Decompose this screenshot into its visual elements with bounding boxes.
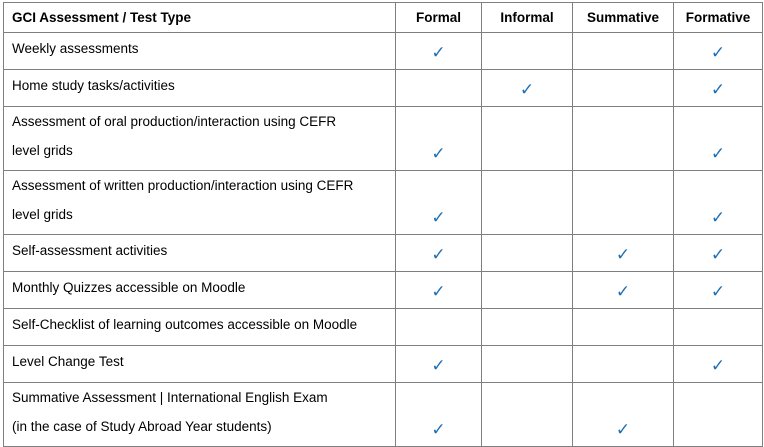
checkmark-icon: ✓ <box>615 245 631 265</box>
assessment-table <box>3 2 763 447</box>
row-label-line: Summative Assessment | International English Exam <box>12 390 328 405</box>
table-row <box>4 107 763 171</box>
row-label-line: Assessment of oral production/interaction using CEFR <box>12 114 337 129</box>
table-row <box>4 70 763 107</box>
header-formal: Formal <box>396 3 482 33</box>
header-summative: Summative <box>573 3 674 33</box>
cell-summative <box>573 171 674 235</box>
table-body <box>4 33 763 447</box>
table-row <box>4 33 763 70</box>
checkmark-icon: ✓ <box>519 80 535 100</box>
cell-formal <box>396 235 482 272</box>
cell-formative <box>674 107 763 171</box>
cell-formative <box>674 383 763 447</box>
table-row <box>4 309 763 346</box>
cell-formal <box>396 33 482 70</box>
cell-summative <box>573 346 674 383</box>
cell-informal <box>482 70 573 107</box>
cell-informal <box>482 107 573 171</box>
checkmark-icon: ✓ <box>431 43 446 63</box>
cell-informal <box>482 171 573 235</box>
row-label <box>4 272 396 309</box>
cell-informal <box>482 309 573 346</box>
cell-formative <box>674 272 763 309</box>
row-label <box>4 70 396 107</box>
cell-summative <box>573 70 674 107</box>
row-label <box>4 33 396 70</box>
checkmark-icon: ✓ <box>710 144 726 164</box>
assessment-table-container <box>3 2 763 447</box>
cell-formative <box>674 309 763 346</box>
row-label-line: Assessment of written production/interaction using CEFR <box>12 178 354 193</box>
row-label-line: Level Change Test <box>12 354 124 369</box>
row-label <box>4 171 396 235</box>
header-informal: Informal <box>482 3 573 33</box>
checkmark-icon: ✓ <box>710 43 726 63</box>
row-label-line: Self-Checklist of learning outcomes accessible on Moodle <box>12 317 358 332</box>
checkmark-icon: ✓ <box>710 282 726 302</box>
table-row <box>4 171 763 235</box>
row-label-line: Monthly Quizzes accessible on Moodle <box>12 280 246 295</box>
cell-formative <box>674 235 763 272</box>
row-label <box>4 346 396 383</box>
cell-formal <box>396 70 482 107</box>
cell-informal <box>482 383 573 447</box>
row-label-line: level grids <box>12 207 73 222</box>
cell-formative <box>674 346 763 383</box>
row-label <box>4 235 396 272</box>
cell-formal <box>396 309 482 346</box>
cell-formative <box>674 70 763 107</box>
checkmark-icon: ✓ <box>431 245 446 265</box>
checkmark-icon: ✓ <box>615 282 631 302</box>
row-label <box>4 309 396 346</box>
checkmark-icon: ✓ <box>431 420 446 440</box>
cell-informal <box>482 33 573 70</box>
cell-formal <box>396 171 482 235</box>
header-formative: Formative <box>674 3 763 33</box>
cell-formative <box>674 171 763 235</box>
cell-informal <box>482 346 573 383</box>
checkmark-icon: ✓ <box>710 356 726 376</box>
cell-summative <box>573 309 674 346</box>
cell-summative <box>573 383 674 447</box>
row-label <box>4 383 396 447</box>
cell-informal <box>482 235 573 272</box>
table-row <box>4 383 763 447</box>
cell-formal <box>396 272 482 309</box>
row-label-line: Self-assessment activities <box>12 243 168 258</box>
checkmark-icon: ✓ <box>431 208 446 228</box>
cell-formative <box>674 33 763 70</box>
table-row <box>4 272 763 309</box>
header-assessment-type: GCI Assessment / Test Type <box>4 3 396 33</box>
cell-summative <box>573 235 674 272</box>
cell-informal <box>482 272 573 309</box>
checkmark-icon: ✓ <box>431 144 446 164</box>
checkmark-icon: ✓ <box>710 80 726 100</box>
checkmark-icon: ✓ <box>615 420 631 440</box>
checkmark-icon: ✓ <box>431 282 446 302</box>
cell-summative <box>573 272 674 309</box>
cell-formal <box>396 383 482 447</box>
table-header-row <box>4 3 763 33</box>
cell-summative <box>573 33 674 70</box>
cell-formal <box>396 107 482 171</box>
row-label-line: (in the case of Study Abroad Year students) <box>12 419 272 434</box>
checkmark-icon: ✓ <box>710 208 726 228</box>
row-label-line: level grids <box>12 143 73 158</box>
cell-summative <box>573 107 674 171</box>
row-label <box>4 107 396 171</box>
table-row <box>4 346 763 383</box>
checkmark-icon: ✓ <box>431 356 446 376</box>
row-label-line: Weekly assessments <box>12 41 139 56</box>
row-label-line: Home study tasks/activities <box>12 78 175 93</box>
checkmark-icon: ✓ <box>710 245 726 265</box>
table-row <box>4 235 763 272</box>
cell-formal <box>396 346 482 383</box>
